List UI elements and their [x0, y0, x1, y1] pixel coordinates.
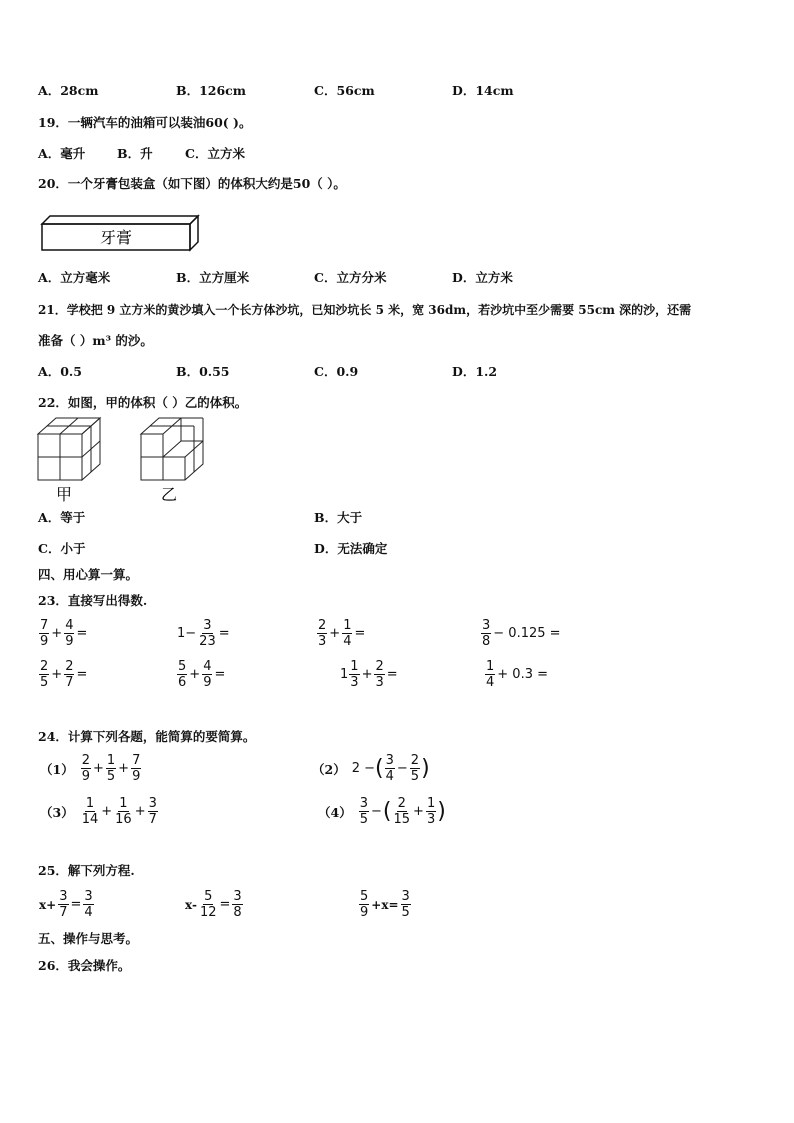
q19-option-b: B．升 — [117, 146, 153, 161]
q23-r2-c: 1 $\frac{1}{3}$ + $\frac{2}{3}$ = — [340, 659, 398, 690]
q25-equation-2: x- $\frac{5}{12}$ = $\frac{3}{8}$ — [185, 889, 242, 920]
toothpaste-box-figure — [40, 214, 202, 252]
q25-stem: 25．解下列方程. — [38, 863, 135, 878]
q24-problem-1: （1） $\frac{2}{9}$ + $\frac{1}{5}$ + $\frac{7}{9}$ — [40, 753, 141, 784]
q20-option-d: D．立方米 — [452, 270, 513, 285]
section-4-heading: 四、用心算一算。 — [38, 567, 139, 582]
q23-r2-b: $\frac{5}{6}$ + $\frac{4}{9}$ = — [178, 659, 226, 690]
q23-r1-a: $\frac{7}{9}$ + $\frac{4}{9}$ = — [40, 618, 88, 649]
section-5-heading: 五、操作与思考。 — [38, 931, 139, 946]
cube-figure-jia — [36, 416, 106, 504]
cube-figure-yi — [139, 416, 209, 504]
q24-problem-4: （4） $\frac{3}{5}$ − ( $\frac{2}{15}$ + $\frac{1}{3}$ ) — [318, 796, 446, 827]
q19-option-a: A．毫升 — [38, 146, 86, 161]
q23-stem: 23．直接写出得数. — [38, 593, 148, 608]
label-jia: 甲 — [55, 485, 73, 504]
q25-equation-3: $\frac{5}{9}$ +x= $\frac{3}{5}$ — [360, 889, 410, 920]
q21-stem-line2: 准备（ ）m³ 的沙。 — [38, 333, 153, 348]
q20-option-c: C．立方分米 — [314, 270, 387, 285]
q22-option-d: D．无法确定 — [314, 541, 388, 556]
q23-r1-b: 1− $\frac{3}{23}$ = — [177, 618, 230, 649]
q21-stem-line1: 21．学校把 9 立方米的黄沙填入一个长方体沙坑，已知沙坑长 5 米，宽 36dm，若沙坑中至少需要 55cm 深的沙，还需 — [38, 303, 692, 317]
q21-option-b: B．0.55 — [176, 364, 230, 379]
q23-r1-d: $\frac{3}{8}$ − 0.125 = — [482, 618, 561, 649]
q23-r2-a: $\frac{2}{5}$ + $\frac{2}{7}$ = — [40, 659, 88, 690]
q22-option-b: B．大于 — [314, 510, 363, 525]
q24-problem-2: （2） 2 − ( $\frac{3}{4}$ − $\frac{2}{5}$ ) — [312, 753, 430, 784]
q21-option-c: C．0.9 — [314, 364, 359, 379]
q21-option-a: A．0.5 — [38, 364, 82, 379]
q18-option-c: C．56cm — [314, 83, 375, 98]
q22-option-c: C．小于 — [38, 541, 86, 556]
q20-option-a: A．立方毫米 — [38, 270, 111, 285]
q25-equation-1: x+ $\frac{3}{7}$ = $\frac{3}{4}$ — [39, 889, 93, 920]
q22-stem: 22．如图，甲的体积（ ）乙的体积。 — [38, 395, 248, 410]
q20-stem: 20．一个牙膏包装盒（如下图）的体积大约是50（ ）。 — [38, 176, 346, 191]
toothpaste-box-label: 牙膏 — [99, 228, 133, 247]
q18-option-a: A．28cm — [38, 83, 99, 98]
q24-problem-3: （3） $\frac{1}{14}$ + $\frac{1}{16}$ + $\frac{3}{7}$ — [40, 796, 157, 827]
q23-r2-d: $\frac{1}{4}$ + 0.3 = — [486, 659, 549, 690]
q23-r1-c: $\frac{2}{3}$ + $\frac{1}{4}$ = — [318, 618, 366, 649]
label-yi: 乙 — [160, 485, 178, 504]
q21-option-d: D．1.2 — [452, 364, 498, 379]
q19-stem: 19．一辆汽车的油箱可以装油60( )。 — [38, 115, 252, 130]
q19-option-c: C．立方米 — [185, 146, 245, 161]
q20-option-b: B．立方厘米 — [176, 270, 250, 285]
q22-option-a: A．等于 — [38, 510, 86, 525]
q18-option-b: B．126cm — [176, 83, 246, 98]
q26-stem: 26．我会操作。 — [38, 958, 131, 973]
q18-option-d: D．14cm — [452, 83, 514, 98]
q24-stem: 24．计算下列各题，能简算的要简算。 — [38, 729, 256, 744]
